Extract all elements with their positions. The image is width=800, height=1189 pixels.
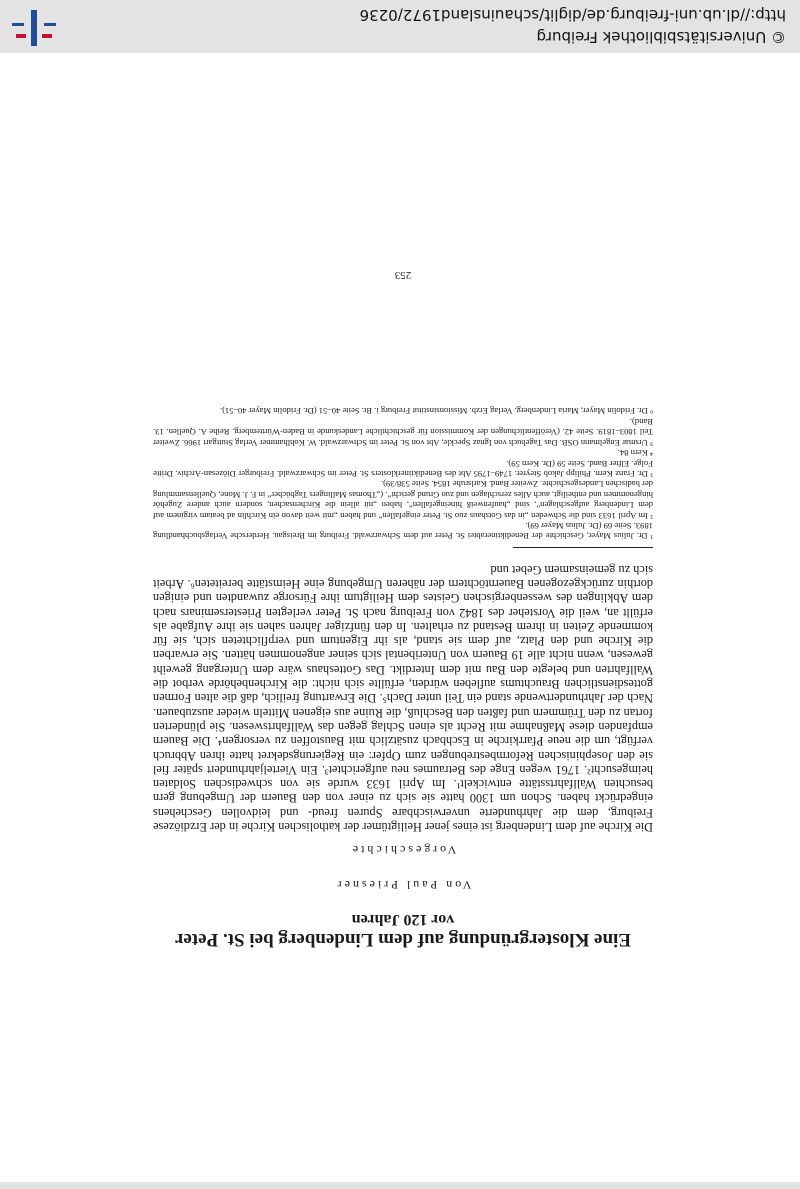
author-line: Von Paul Priesner <box>334 878 472 892</box>
page-number: 253 <box>394 269 412 281</box>
footnotes <box>153 406 653 541</box>
copyright-text: © Universitätsbibliothek Freiburg <box>536 28 786 46</box>
footnote-6: ⁶ Dr. Fridolin Mayer, Maria Lindenberg. Verlag Erzb. Missionsinstitut Freiburg i. Br. Seite 40–51 (Dr. Fridolin Mayer 40–51). <box>219 406 653 417</box>
footnote-rule <box>513 547 653 548</box>
article-title: Eine Klostergründung auf dem Lindenberg bei St. Peter <box>175 929 632 950</box>
permalink-url[interactable]: http://dl.ub.uni-freiburg.de/diglit/schauinsland1972/0236 <box>359 6 786 24</box>
footnote-4: ⁴ Kern 84. <box>617 448 653 459</box>
article <box>153 406 653 951</box>
article-subtitle: vor 120 Jahren <box>351 911 455 928</box>
top-band <box>0 1182 800 1189</box>
footnote-3: ³ Dr. Franz Kern. Philipp Jakob Steyrer. 1749–1795 Abt des Benediktinerklosters St. Peter im Schwarzwald. Freiburger Diözesan-Archiv. Dritte Folge. Elfter Band. Seite 59 (Dr. Kern 59). <box>153 458 653 479</box>
library-banner <box>0 0 800 53</box>
body-paragraph: Die Kirche auf dem Lindenberg ist eines jener Heiligtümer der katholischen Kirche in der Erzdiözese Freiburg, dem die Jahrhunderte unverwischbare Spuren freud- und leidvollen Geschehens eingedrückt haben. Schon um 1300 hatte sie sich zu einer von den Bauern der Umgebung gern besuchten Wallfahrtsstätte entwickelt¹. Im April 1633 wurde sie von schwedischen Soldaten heimgesucht². 1761 wegen Enge des Betraumes neu aufgerichtet³. Ein Vierteljahrhundert später fiel sie den Josephinischen Reformbestrebungen zum Opfer: ein Regierungsdekret hatte ihren Abbruch verfügt, um die neue Pfarrkirche in Eschbach zusätzlich mit Baustoffen zu versorgen⁴. Die Bauern empfanden diese Maßnahme mit Recht als einen Schlag gegen das Wallfahrtswesen. Sie plünderten fortan zu den Trümmern und faßten den Beschluß, die Ruine aus eigenen Mitteln wieder auszubauen. Nach der Jahrhundertwende stand ein Teil unter Dach⁵. Die Erwartung freilich, daß die alten Formen gottesdienstlichen Brauchtums aufleben würden, erfüllte sich nicht: die Kirchenbehörde verbot die Wallfahrten und belegte den Bau mit dem Interdikt. Das Gotteshaus wäre dem Untergang geweiht gewesen, wenn nicht alle 19 Bauern von Unteribental sich seiner angenommen hätten. Sie erwarben die Kirche und den Platz, auf dem sie stand, als ihr Eigentum und verpflichteten sich, sie für kommende Zeiten in ihrem Bestand zu erhalten. In den fünfziger Jahren sahen sie ihre Aufgabe als erfüllt an, weil die Vorsteher des 1842 von Freiburg nach St. Peter verlegten Priesterseminars nach dem Abklingen des wessenbergischen Geistes dem Heiligtum ihre Fürsorge zuwandten und einigen dorthin zurückgezogenen Bauerntöchtern der näheren Umgebung eine Heimstätte bereiteten⁶. Arbeit sich zu gemeinsamem Gebet und <box>153 562 653 834</box>
footnote-2: ² Im April 1633 sind die Schweden „in das Gotshaus zuo St. Peter eingefallen“ und haben „mit weit davon ein Kirchlin ad beatam virginem auf dem Lindenberg aufgeschlagen“, sind „haufenweiß hineingefallen“, haben „nit allein die Kirchensachen, sondern auch andere Zugehör hingenommen und entheiligt, auch Alles zerschlagen und zuo Grund gericht“. („Thomas Mallingers Tagbücher“ in F. J. Mone, Quellensammlung der badischen Landesgeschichte. Zweiter Band. Karlsruhe 1854. Seite 538/39). <box>153 479 653 521</box>
ub-freiburg-logo-icon[interactable] <box>10 8 58 48</box>
footnote-1: ¹ Dr. Julius Mayer, Geschichte der Benediktinerabtei St. Peter auf dem Schwarzwald. Freiburg im Breisgau. Herdersche Verlagsbuchhandlung 1893. Seite 69 (Dr. Julius Mayer 69). <box>153 520 653 542</box>
section-heading: Vorgeschichte <box>349 843 457 857</box>
footnote-5: ⁵ Ursmar Engelmann OSB. Das Tagebuch von Ignaz Speckle, Abt von St. Peter im Schwarzwald. W. Kohlhammer Verlag Stuttgart 1966. Zweiter Teil 1803–1819. Seite 42. (Veröffentlichungen der Kommission für geschichtliche Landeskunde in Baden-Württemberg. Reihe A. Quellen. 13. Band). <box>153 416 653 448</box>
